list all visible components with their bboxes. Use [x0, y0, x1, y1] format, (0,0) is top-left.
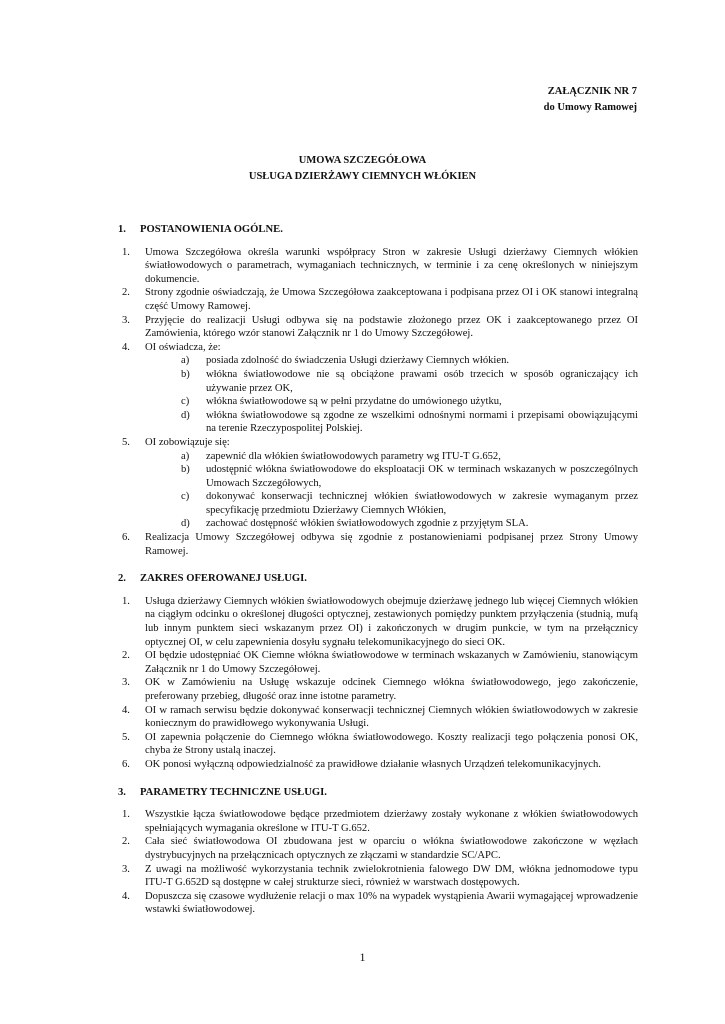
document-body [118, 223, 638, 931]
item-number: 6. [122, 532, 130, 544]
item-text: Cała sieć światłowodowa OI zbudowana jest w oparciu o włókna światłowodowe zakończone w węzłach dystrybucyjnych na przełącznicach optycznych ze złączami w standardzie SC/APC. [145, 836, 638, 861]
item-text: włókna światłowodowe nie są obciążone prawami osób trzecich w sposób ograniczający ich używanie przez OK, [206, 368, 638, 394]
item-text: zapewnić dla włókien światłowodowych parametry wg ITU-T G.652, [206, 450, 501, 462]
list-item [118, 835, 638, 862]
section [118, 223, 638, 558]
list-item [118, 436, 638, 450]
item-text: zachować dostępność włókien światłowodowych zgodnie z przyjętym SLA. [206, 518, 529, 530]
sub-item-letter: a) [181, 450, 190, 462]
item-text: Przyjęcie do realizacji Usługi odbywa się na podstawie złożonego przez OK i zaakceptowanego przez OI Zamówienia, którego wzór stanowi Załącznik nr 1 do Umowy Szczegółowej. [145, 314, 638, 340]
item-text: Umowa Szczegółowa określa warunki współpracy Stron w zakresie Usługi dzierżawy Ciemnych włókien światłowodowych o parametrach, wymaganiach technicznych, w terminie i za cenę określonych w niniejszym dokumencie. [145, 246, 638, 285]
section-heading [118, 223, 638, 237]
list-item [118, 341, 638, 355]
sub-item-letter: c) [181, 491, 190, 503]
item-number: 3. [122, 863, 130, 875]
item-text: OI będzie udostępniać OK Ciemne włókna światłowodowe w terminach wskazanych w Zamówieniu, stanowiącym Załącznik nr 1 do Umowy Szczegółowej. [145, 650, 638, 675]
section-heading [118, 572, 638, 586]
sub-list-item [118, 450, 638, 464]
section-number: 2. [118, 573, 126, 585]
sub-list-item [118, 463, 638, 490]
item-number: 2. [122, 287, 130, 299]
list-item [118, 314, 638, 341]
item-text: Dopuszcza się czasowe wydłużenie relacji o max 10% na wypadek wystąpienia Awarii wymagającej wprowadzenie wstawki światłowodowej. [145, 890, 638, 916]
item-text: Z uwagi na możliwość wykorzystania technik zwielokrotnienia falowego DW DM, włókna jednomodowe typu ITU-T G.652D są dostępne w całej strukturze sieci, również w warstwach dostępowych. [145, 863, 638, 889]
item-number: 1. [122, 809, 130, 821]
sub-item-letter: d) [181, 518, 190, 530]
item-text: udostępnić włókna światłowodowe do eksploatacji OK w terminach wskazanych w poszczególnych Umowach Szczegółowych, [206, 464, 638, 489]
sub-item-letter: c) [181, 396, 190, 408]
item-text: OI oświadcza, że: [145, 341, 221, 353]
sub-list-item [118, 354, 638, 368]
sub-item-letter: d) [181, 409, 190, 421]
attachment-header [544, 84, 637, 116]
item-text: posiada zdolność do świadczenia Usługi dzierżawy Ciemnych włókien. [206, 355, 510, 367]
section-heading [118, 786, 638, 800]
item-text: OI zobowiązuje się: [145, 436, 230, 448]
list-item [118, 863, 638, 890]
section-title: PARAMETRY TECHNICZNE USŁUGI. [140, 786, 327, 798]
section [118, 572, 638, 771]
list-item [118, 731, 638, 758]
item-number: 4. [122, 341, 130, 353]
attachment-number: ZAŁĄCZNIK NR 7 [547, 86, 637, 97]
document-title [0, 153, 725, 185]
item-text: OK ponosi wyłączną odpowiedzialność za prawidłowe działanie własnych Urządzeń telekomunikacyjnych. [145, 758, 601, 770]
list-item [118, 595, 638, 649]
sub-list-item [118, 490, 638, 517]
item-text: dokonywać konserwacji technicznej włókien światłowodowych w zakresie wymaganym przez specyfikację przedmiotu Dzierżawy Ciemnych Włókien, [206, 491, 638, 516]
item-number: 4. [122, 890, 130, 902]
item-number: 3. [122, 677, 130, 689]
page-number: 1 [359, 950, 366, 964]
item-number: 6. [122, 758, 130, 770]
item-number: 5. [122, 436, 130, 448]
list-item [118, 246, 638, 287]
list-item [118, 704, 638, 731]
item-text: OI zapewnia połączenie do Ciemnego włókna światłowodowego. Koszty realizacji tego połączenia ponosi OK, chyba że Strony ustalą inaczej. [145, 731, 638, 757]
list-item [118, 808, 638, 835]
item-text: Wszystkie łącza światłowodowe będące przedmiotem dzierżawy zostały wykonane z włókien światłowodowych spełniających wymagania określone w ITU-T G.652. [145, 809, 638, 834]
item-number: 1. [122, 595, 130, 607]
section-number: 1. [118, 224, 126, 235]
item-text: OI w ramach serwisu będzie dokonywać konserwacji technicznej Ciemnych włókien światłowodowych w zakresie koniecznym do prawidłowego wykonywania Usługi. [145, 704, 638, 730]
sub-list-item [118, 368, 638, 395]
sub-item-letter: b) [181, 464, 190, 476]
item-text: Realizacja Umowy Szczegółowej odbywa się zgodnie z postanowieniami podpisanej przez Strony Umowy Ramowej. [145, 532, 638, 557]
item-number: 1. [122, 246, 130, 258]
item-number: 2. [122, 650, 130, 662]
item-number: 2. [122, 836, 130, 848]
item-text: włókna światłowodowe są zgodne ze wszelkimi odnośnymi normami i przepisami obowiązującymi na terenie Rzeczypospolitej Polskiej. [206, 409, 638, 435]
list-item [118, 286, 638, 313]
list-item [118, 758, 638, 772]
list-item [118, 890, 638, 917]
sub-list-item [118, 409, 638, 436]
list-item [118, 676, 638, 703]
list-item [118, 649, 638, 676]
section [118, 786, 638, 917]
item-text: OK w Zamówieniu na Usługę wskazuje odcinek Ciemnego włókna światłowodowego, jego zakończenie, preferowany przebieg, długość oraz inne istotne parametry. [145, 677, 638, 702]
section-title: POSTANOWIENIA OGÓLNE. [140, 224, 283, 235]
title-line-2: USŁUGA DZIERŻAWY CIEMNYCH WŁÓKIEN [248, 171, 477, 182]
item-text: Strony zgodnie oświadczają, że Umowa Szczegółowa zaakceptowana i podpisana przez OI i OK stanowi integralną część Umowy Ramowej. [145, 287, 638, 312]
title-line-1: UMOWA SZCZEGÓŁOWA [298, 155, 427, 166]
item-number: 4. [122, 704, 130, 716]
item-text: Usługa dzierżawy Ciemnych włókien światłowodowych obejmuje dzierżawę jednego lub więcej Ciemnych włókien na ciągłym odcinku o określonej długości optycznej, zestawionych pomiędzy punktem przyłączenia (studnią, mufą lub innym punktem sieci wskazanym przez OI) i zakończonych w drugim punkcie, w tym na przełącznicy optycznej OI, w celu zapewnienia dosyłu sygnału telekomunikacyjnego do sieci OK. [145, 595, 638, 648]
attachment-reference: do Umowy Ramowej [543, 102, 637, 113]
sub-item-letter: b) [181, 368, 190, 380]
item-text: włókna światłowodowe są w pełni przydatne do umówionego użytku, [206, 396, 502, 408]
section-title: ZAKRES OFEROWANEJ USŁUGI. [140, 573, 307, 585]
sub-list-item [118, 517, 638, 531]
sub-list-item [118, 395, 638, 409]
item-number: 5. [122, 731, 130, 743]
list-item [118, 531, 638, 558]
item-number: 3. [122, 314, 130, 326]
sub-item-letter: a) [181, 355, 190, 367]
section-number: 3. [118, 786, 126, 798]
